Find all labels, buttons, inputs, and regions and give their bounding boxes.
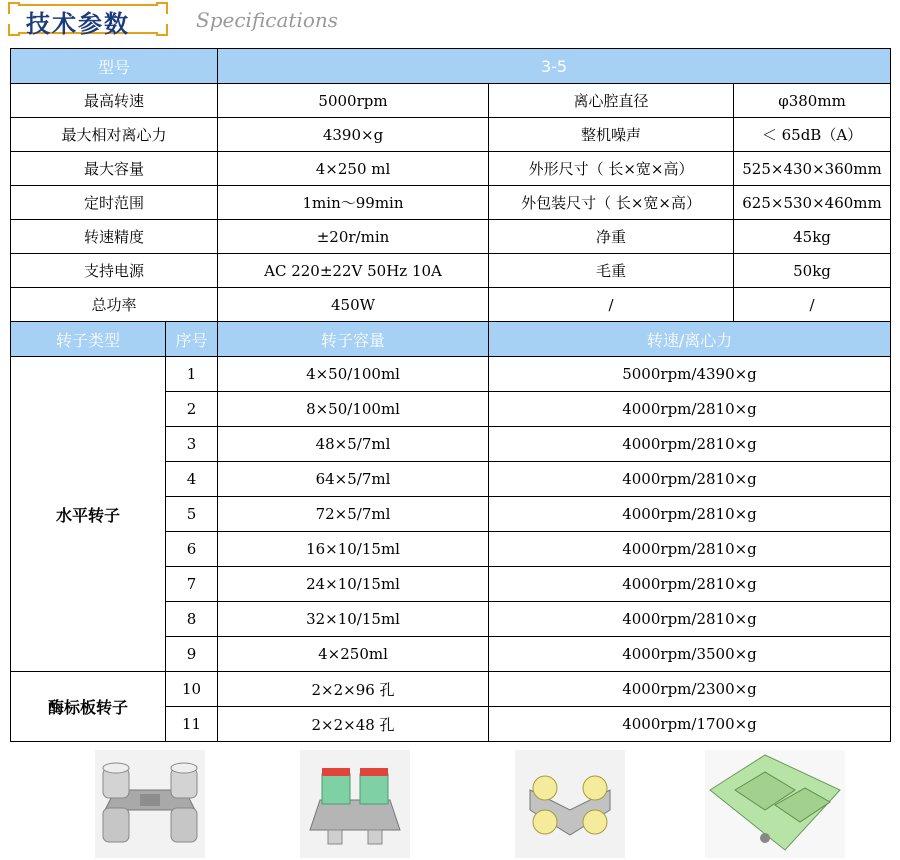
header-subtitle: Specifications <box>196 8 339 32</box>
model-label: 型号 <box>11 49 218 84</box>
rotor-number: 10 <box>166 672 218 707</box>
rotor-number: 9 <box>166 637 218 672</box>
rotor-number: 2 <box>166 392 218 427</box>
rotor-capacity: 4×250ml <box>218 637 489 672</box>
rotor-group-horizontal: 水平转子 <box>11 357 166 672</box>
rotor-capacity: 8×50/100ml <box>218 392 489 427</box>
param-value: AC 220±22V 50Hz 10A <box>218 254 489 288</box>
rotor-number: 1 <box>166 357 218 392</box>
rotor-capacity: 4×50/100ml <box>218 357 489 392</box>
rotor-capacity: 72×5/7ml <box>218 497 489 532</box>
param-value: ±20r/min <box>218 220 489 254</box>
param-label: 外形尺寸（ 长×宽×高） <box>489 152 734 186</box>
rotor-number: 4 <box>166 462 218 497</box>
param-label: 定时范围 <box>11 186 218 220</box>
rotor-number: 3 <box>166 427 218 462</box>
rotor-group-microplate: 酶标板转子 <box>11 672 166 742</box>
rotor-capacity: 16×10/15ml <box>218 532 489 567</box>
rotor-header-row <box>11 322 891 357</box>
param-row <box>11 288 891 322</box>
rotor-speed: 4000rpm/2810×g <box>489 392 891 427</box>
rotor-photo-250ml <box>515 750 625 858</box>
param-label: 净重 <box>489 220 734 254</box>
param-label: 最大相对离心力 <box>11 118 218 152</box>
rotor-photo-tube-racks <box>300 750 410 858</box>
header-frame <box>8 2 168 36</box>
param-value: φ380mm <box>734 84 891 118</box>
rotor-speed: 4000rpm/2810×g <box>489 567 891 602</box>
rotor-speed: 4000rpm/2810×g <box>489 602 891 637</box>
rotor-photo-swing-bucket <box>95 750 205 858</box>
param-label: 毛重 <box>489 254 734 288</box>
spec-table <box>10 48 891 742</box>
param-row <box>11 84 891 118</box>
param-label: 最大容量 <box>11 152 218 186</box>
header-title: 技术参数 <box>26 10 130 38</box>
rotor-number: 5 <box>166 497 218 532</box>
param-row <box>11 254 891 288</box>
param-label: / <box>489 288 734 322</box>
section-header <box>8 2 348 38</box>
rotor-row <box>11 357 891 392</box>
param-label: 总功率 <box>11 288 218 322</box>
col-header-number: 序号 <box>166 322 218 357</box>
param-value: 625×530×460mm <box>734 186 891 220</box>
rotor-speed: 5000rpm/4390×g <box>489 357 891 392</box>
rotor-speed: 4000rpm/2810×g <box>489 462 891 497</box>
param-label: 整机噪声 <box>489 118 734 152</box>
col-header-rotor-type: 转子类型 <box>11 322 166 357</box>
param-row <box>11 220 891 254</box>
param-value: 4×250 ml <box>218 152 489 186</box>
col-header-speed: 转速/离心力 <box>489 322 891 357</box>
model-row <box>11 49 891 84</box>
rotor-number: 7 <box>166 567 218 602</box>
param-label: 外包装尺寸（ 长×宽×高） <box>489 186 734 220</box>
rotor-speed: 4000rpm/2300×g <box>489 672 891 707</box>
rotor-photo-microplate <box>705 750 845 858</box>
param-label: 转速精度 <box>11 220 218 254</box>
rotor-number: 11 <box>166 707 218 742</box>
param-value: / <box>734 288 891 322</box>
rotor-capacity: 32×10/15ml <box>218 602 489 637</box>
param-label: 支持电源 <box>11 254 218 288</box>
rotor-capacity: 2×2×48 孔 <box>218 707 489 742</box>
rotor-number: 6 <box>166 532 218 567</box>
rotor-speed: 4000rpm/2810×g <box>489 427 891 462</box>
rotor-capacity: 24×10/15ml <box>218 567 489 602</box>
param-value: 1min～99min <box>218 186 489 220</box>
param-value: 45kg <box>734 220 891 254</box>
param-label: 离心腔直径 <box>489 84 734 118</box>
param-row <box>11 186 891 220</box>
rotor-speed: 4000rpm/3500×g <box>489 637 891 672</box>
rotor-speed: 4000rpm/2810×g <box>489 497 891 532</box>
rotor-number: 8 <box>166 602 218 637</box>
param-value: 50kg <box>734 254 891 288</box>
param-row <box>11 118 891 152</box>
rotor-capacity: 64×5/7ml <box>218 462 489 497</box>
param-value: ＜ 65dB（A） <box>734 118 891 152</box>
param-value: 5000rpm <box>218 84 489 118</box>
model-value: 3-5 <box>218 49 891 84</box>
rotor-speed: 4000rpm/1700×g <box>489 707 891 742</box>
param-value: 4390×g <box>218 118 489 152</box>
rotor-row <box>11 672 891 707</box>
param-value: 450W <box>218 288 489 322</box>
rotor-capacity: 2×2×96 孔 <box>218 672 489 707</box>
col-header-capacity: 转子容量 <box>218 322 489 357</box>
param-label: 最高转速 <box>11 84 218 118</box>
param-row <box>11 152 891 186</box>
param-value: 525×430×360mm <box>734 152 891 186</box>
rotor-speed: 4000rpm/2810×g <box>489 532 891 567</box>
rotor-capacity: 48×5/7ml <box>218 427 489 462</box>
